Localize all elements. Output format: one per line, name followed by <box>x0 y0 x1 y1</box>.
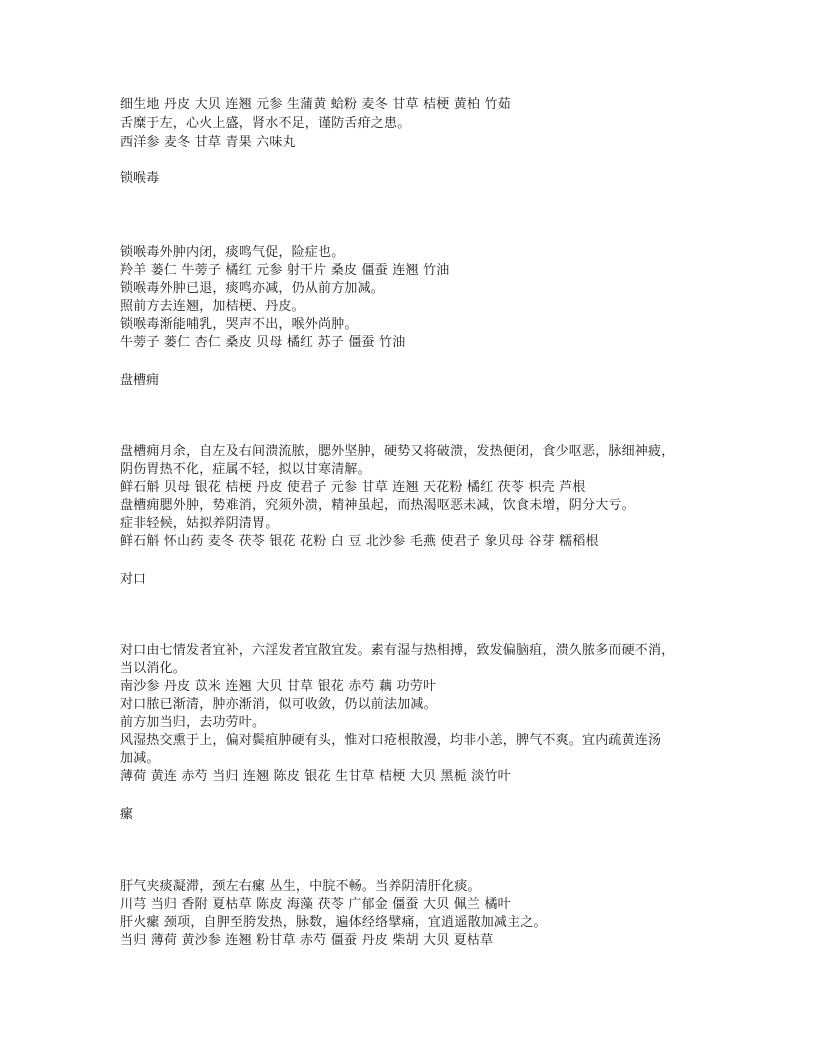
section-heading: 盘槽痈 <box>120 373 160 388</box>
text-line: 西洋参 麦冬 甘草 青果 六味丸 <box>120 135 296 150</box>
text-line: 牛蒡子 蒌仁 杏仁 桑皮 贝母 橘红 苏子 僵蚕 竹油 <box>120 335 406 350</box>
section-heading: 锁喉毒 <box>120 171 160 186</box>
text-line: 盘槽痈腮外肿，势难消，究须外溃，精神虽起，而热渴呕恶未减，饮食未增，阴分大亏。 <box>120 498 635 513</box>
text-line: 薄荷 黄连 赤芍 当归 连翘 陈皮 银花 生甘草 桔梗 大贝 黑栀 淡竹叶 <box>120 769 511 784</box>
text-line: 锁喉毒渐能哺乳，哭声不出，喉外尚肿。 <box>120 317 358 332</box>
text-line: 症非轻候，姑拟养阴清胃。 <box>120 516 279 531</box>
text-line: 南沙参 丹皮 苡米 连翘 大贝 甘草 银花 赤芍 藕 功劳叶 <box>120 679 437 694</box>
text-line: 风湿热交熏于上，偏对鬓疽肿硬有头，惟对口疮根散漫，均非小恙，脾气不爽。宜内疏黄连汤 <box>120 733 662 748</box>
text-line: 对口由七情发者宜补，六淫发者宜散宜发。素有湿与热相搏，致发偏脑疽，溃久脓多而硬不消， <box>120 643 675 658</box>
text-line: 对口脓已渐清，肿亦渐消，似可收敛，仍以前法加减。 <box>120 697 437 712</box>
text-line: 细生地 丹皮 大贝 连翘 元参 生蒲黄 蛤粉 麦冬 甘草 桔梗 黄柏 竹茹 <box>120 97 511 112</box>
text-line: 当归 薄荷 黄沙参 连翘 粉甘草 赤芍 僵蚕 丹皮 柴胡 大贝 夏枯草 <box>120 933 494 948</box>
text-line: 前方加当归，去功劳叶。 <box>120 715 266 730</box>
text-line: 鲜石斛 怀山药 麦冬 茯苓 银花 花粉 白 豆 北沙参 毛燕 使君子 象贝母 谷芽 糯稻根 <box>120 534 599 549</box>
text-line: 肝气夹痰凝滞，颈左右瘰 丛生，中脘不畅。当养阴清肝化痰。 <box>120 879 481 894</box>
text-line: 照前方去连翘，加桔梗、丹皮。 <box>120 299 305 314</box>
text-line: 盘槽痈月余，自左及右间溃流脓，腮外坚肿，硬势又将破溃，发热便闭，食少呕恶，脉细神疲， <box>120 444 675 459</box>
text-line: 羚羊 蒌仁 牛蒡子 橘红 元参 射干片 桑皮 僵蚕 连翘 竹油 <box>120 263 450 278</box>
text-line: 川芎 当归 香附 夏枯草 陈皮 海藻 茯苓 广郁金 僵蚕 大贝 佩兰 橘叶 <box>120 897 511 912</box>
text-line: 阴伤胃热不化，症属不轻，拟以甘寒清解。 <box>120 462 371 477</box>
text-line: 当以消化。 <box>120 661 187 676</box>
text-line: 锁喉毒外肿内闭，痰鸣气促，险症也。 <box>120 245 345 260</box>
text-line: 肝火瘰 颈项，自胛至胯发热，脉数，遍体经络擘痛，宜逍遥散加减主之。 <box>120 915 547 930</box>
text-line: 锁喉毒外肿已退，痰鸣亦减，仍从前方加减。 <box>120 281 385 296</box>
text-line: 鲜石斛 贝母 银花 桔梗 丹皮 使君子 元参 甘草 连翘 天花粉 橘红 茯苓 枳壳 芦根 <box>120 480 586 495</box>
section-heading: 瘰 <box>120 807 134 822</box>
text-line: 舌糜于左，心火上盛，肾水不足，谨防舌疳之患。 <box>120 116 411 131</box>
section-heading: 对口 <box>120 572 147 587</box>
text-line: 加减。 <box>120 751 160 766</box>
